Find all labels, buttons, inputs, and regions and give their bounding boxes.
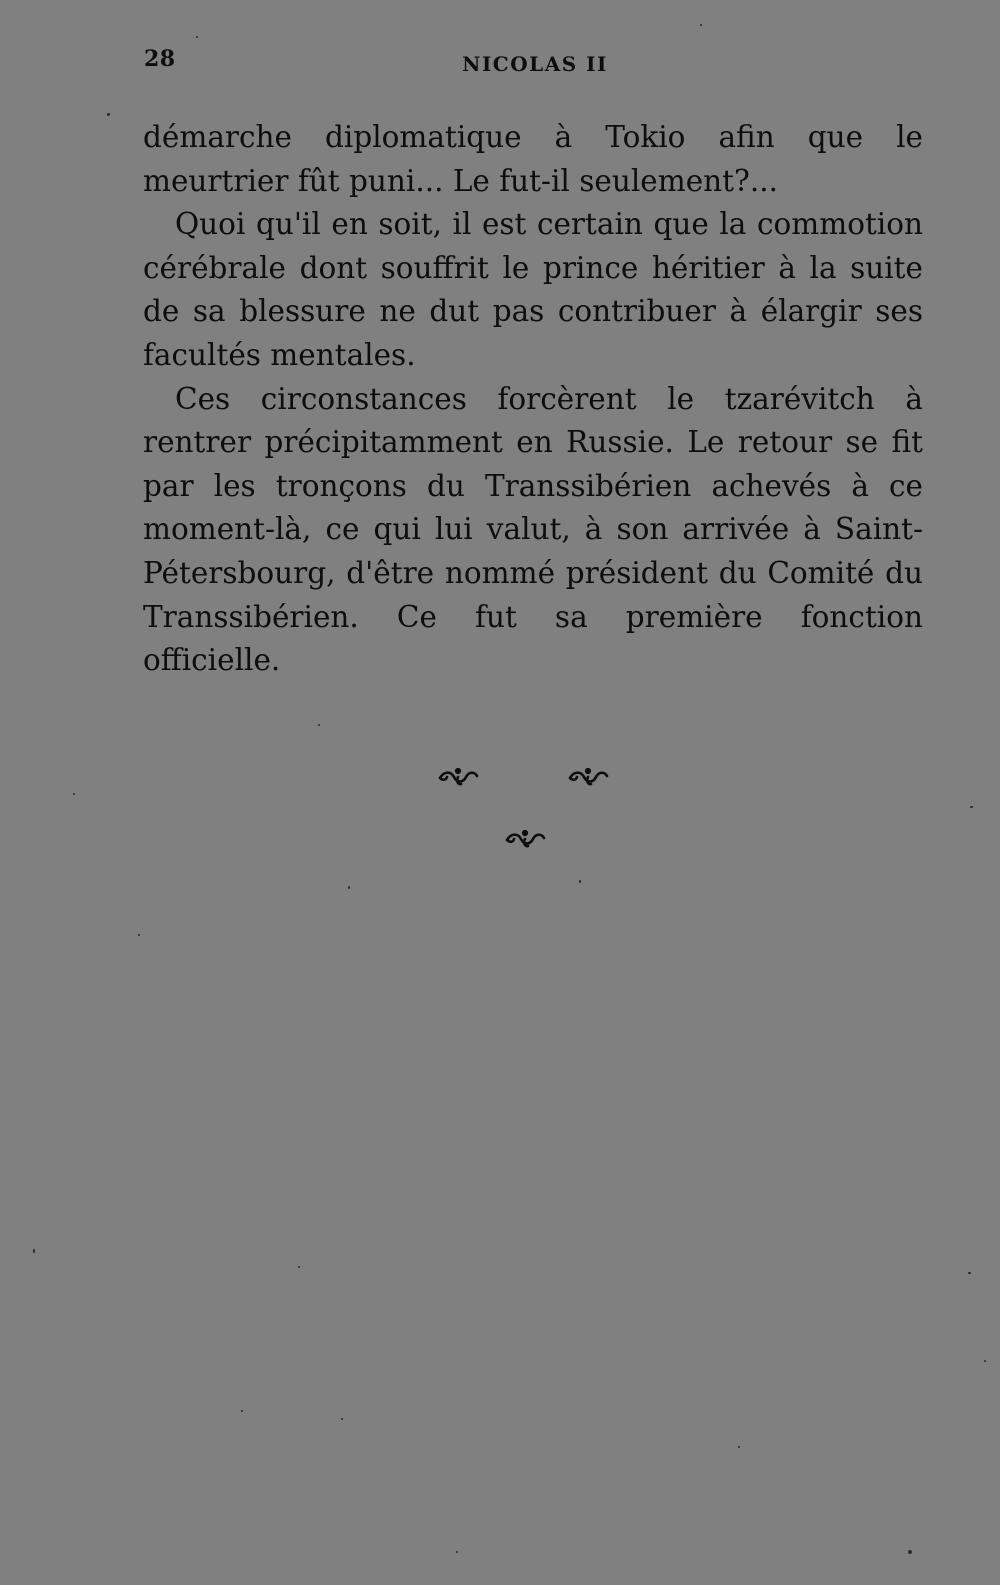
scan-speck xyxy=(456,1551,458,1553)
scan-speck xyxy=(908,1550,912,1554)
scan-speck xyxy=(984,1360,986,1362)
ornament-group xyxy=(0,762,1000,862)
fleuron-icon xyxy=(566,766,610,788)
paragraph: Quoi qu'il en soit, il est certain que la commotion cérébrale dont souffrit le prince héritier à la suite de sa blessure ne dut pas contribuer à élargir ses facultés mentales. xyxy=(143,207,923,372)
body-text xyxy=(143,116,923,683)
paragraph: Ces circonstances forcèrent le tzarévitch à rentrer précipitamment en Russie. Le retour se fit par les tronçons du Transsibérien achevés à ce moment-là, ce qui lui valut, à son arrivée à Saint-Pétersbourg, d'être nommé président du Comité du Transsibérien. Ce fut sa première fonction officielle. xyxy=(143,381,923,678)
scan-speck xyxy=(738,1446,740,1448)
scan-speck xyxy=(341,1418,343,1420)
fleuron-icon xyxy=(436,766,480,788)
scan-speck xyxy=(73,793,75,795)
scan-speck xyxy=(196,36,198,38)
running-title: NICOLAS II xyxy=(462,52,608,76)
scan-speck xyxy=(579,880,581,883)
scan-speck xyxy=(298,1266,300,1268)
fleuron-icon xyxy=(503,828,547,850)
scan-speck xyxy=(107,113,110,116)
scan-speck xyxy=(138,934,140,936)
paragraph: démarche diplomatique à Tokio afin que le meurtrier fût puni... Le fut-il seulement?... xyxy=(143,120,923,198)
scan-speck xyxy=(241,1410,243,1412)
scan-speck xyxy=(318,724,320,726)
scan-speck xyxy=(348,886,350,889)
page-number: 28 xyxy=(144,46,176,72)
scan-speck xyxy=(968,1272,971,1274)
scan-speck xyxy=(700,24,702,26)
scan-speck xyxy=(970,806,973,808)
scan-speck xyxy=(33,1249,35,1253)
